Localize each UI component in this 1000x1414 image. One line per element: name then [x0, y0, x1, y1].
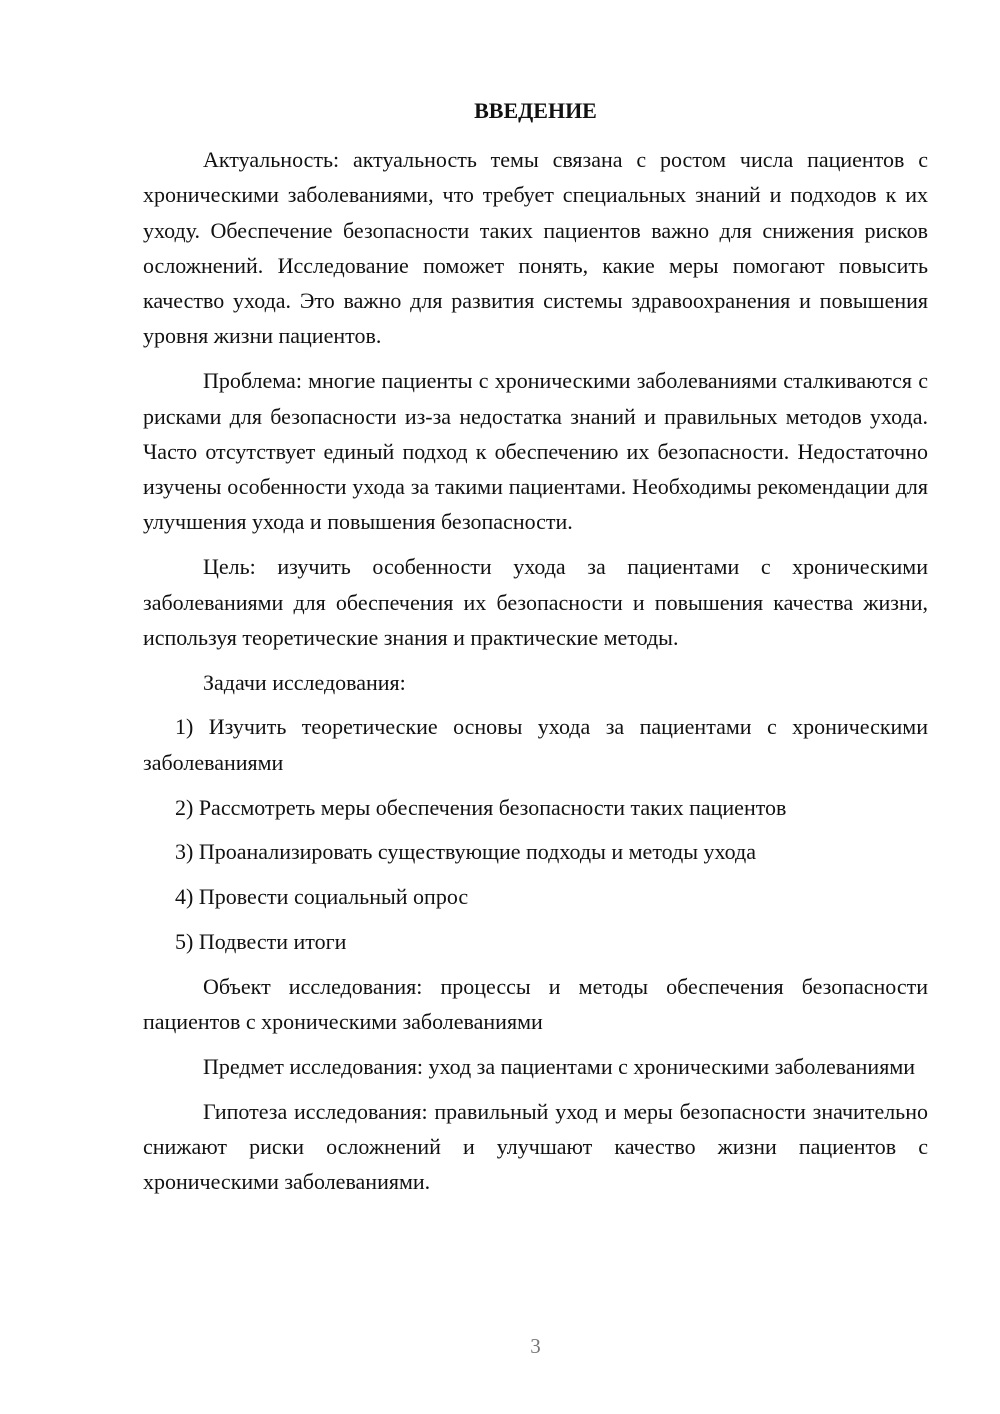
paragraph-problem: Проблема: многие пациенты с хроническими заболеваниями сталкиваются с рисками для безопасности из-за недостатка знаний и правильных методов ухода. Часто отсутствует единый подход к обеспечению их безопасности. Недостаточно изучены особенности ухода за такими пациентами. Необходимы рекомендации для улучшения ухода и повышения безопасности.	[143, 368, 928, 535]
paragraph-object: Объект исследования: процессы и методы обеспечения безопасности пациентов с хроническими заболеваниями	[143, 973, 928, 1035]
section-heading: ВВЕДЕНИЕ	[474, 98, 597, 123]
paragraph-subject: Предмет исследования: уход за пациентами с хроническими заболеваниями	[203, 1053, 916, 1079]
document-body	[143, 142, 928, 1209]
tasks-heading: Задачи исследования:	[203, 669, 406, 695]
task-item-4: 4) Провести социальный опрос	[175, 884, 469, 910]
paragraph-hypothesis: Гипотеза исследования: правильный уход и меры безопасности значительно снижают риски осложнений и улучшают качество жизни пациентов с хроническими заболеваниями.	[143, 1098, 928, 1195]
task-item-1: 1) Изучить теоретические основы ухода за пациентами с хроническими заболеваниями	[143, 714, 928, 775]
task-item-5: 5) Подвести итоги	[175, 928, 347, 954]
task-item-2: 2) Рассмотреть меры обеспечения безопасности таких пациентов	[175, 794, 787, 820]
paragraph-goal: Цель: изучить особенности ухода за пациентами с хроническими заболеваниями для обеспечения их безопасности и повышения качества жизни, используя теоретические знания и практические методы.	[143, 554, 928, 650]
task-item-3: 3) Проанализировать существующие подходы и методы ухода	[175, 839, 756, 865]
paragraph-relevance: Актуальность: актуальность темы связана с ростом числа пациентов с хроническими заболеваниями, что требует специальных знаний и подходов к их уходу. Обеспечение безопасности таких пациентов важно для снижения рисков осложнений. Исследование поможет понять, какие меры помогают повысить качество ухода. Это важно для развития системы здравоохранения и повышения уровня жизни пациентов.	[143, 147, 928, 349]
page-number: 3	[530, 1334, 541, 1358]
